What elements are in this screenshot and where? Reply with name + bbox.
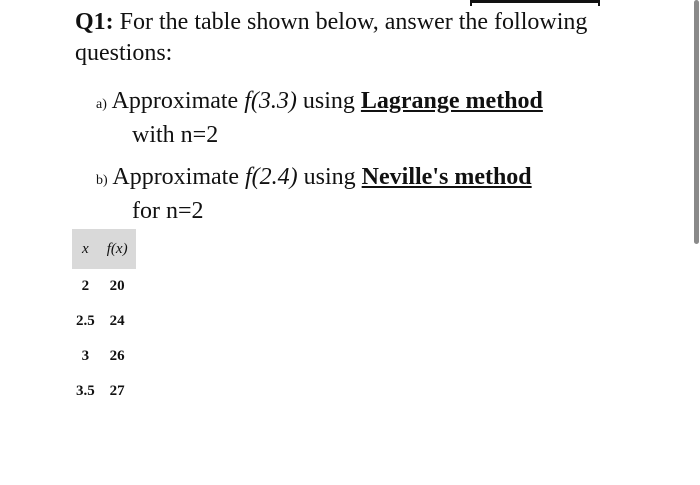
- sub-question-middle: using: [296, 88, 361, 114]
- sub-question-prefix: Approximate: [111, 88, 245, 114]
- table-row: [72, 374, 136, 409]
- table-row: [72, 339, 136, 374]
- data-table: [72, 229, 136, 409]
- cell-fx: 27: [109, 383, 125, 399]
- method-name: Lagrange method: [360, 88, 543, 114]
- sub-question-condition: for n=2: [132, 198, 204, 224]
- header-x: x: [72, 229, 99, 269]
- sub-question-middle: using: [297, 164, 362, 190]
- sub-question-condition: with n=2: [132, 122, 219, 148]
- function-expression: f(3.3): [244, 88, 297, 114]
- cell-x: 3.5: [76, 383, 95, 399]
- cell-x: 2.5: [76, 313, 95, 329]
- cropped-table-border: [470, 0, 600, 3]
- method-name: Neville's method: [361, 164, 532, 190]
- table-row: [72, 269, 136, 304]
- function-expression: f(2.4): [245, 164, 298, 190]
- sub-question-b: [96, 162, 532, 226]
- table-header-row: [72, 229, 136, 269]
- cell-fx: 24: [109, 313, 125, 329]
- cell-x: 3: [81, 348, 90, 364]
- question-text: For the table shown below, answer the following questions:: [75, 9, 588, 66]
- sub-question-marker: a): [96, 97, 107, 112]
- cell-x: 2: [81, 278, 90, 294]
- question-number: Q1:: [75, 9, 114, 35]
- sub-question-marker: b): [96, 173, 108, 188]
- sub-question-prefix: Approximate: [112, 164, 245, 190]
- cell-fx: 20: [109, 278, 125, 294]
- header-fx: f(x): [99, 229, 136, 269]
- table-row: [72, 304, 136, 339]
- sub-question-a: [96, 86, 543, 150]
- scrollbar[interactable]: [694, 0, 699, 244]
- cell-fx: 26: [109, 348, 125, 364]
- question-heading: [75, 7, 635, 69]
